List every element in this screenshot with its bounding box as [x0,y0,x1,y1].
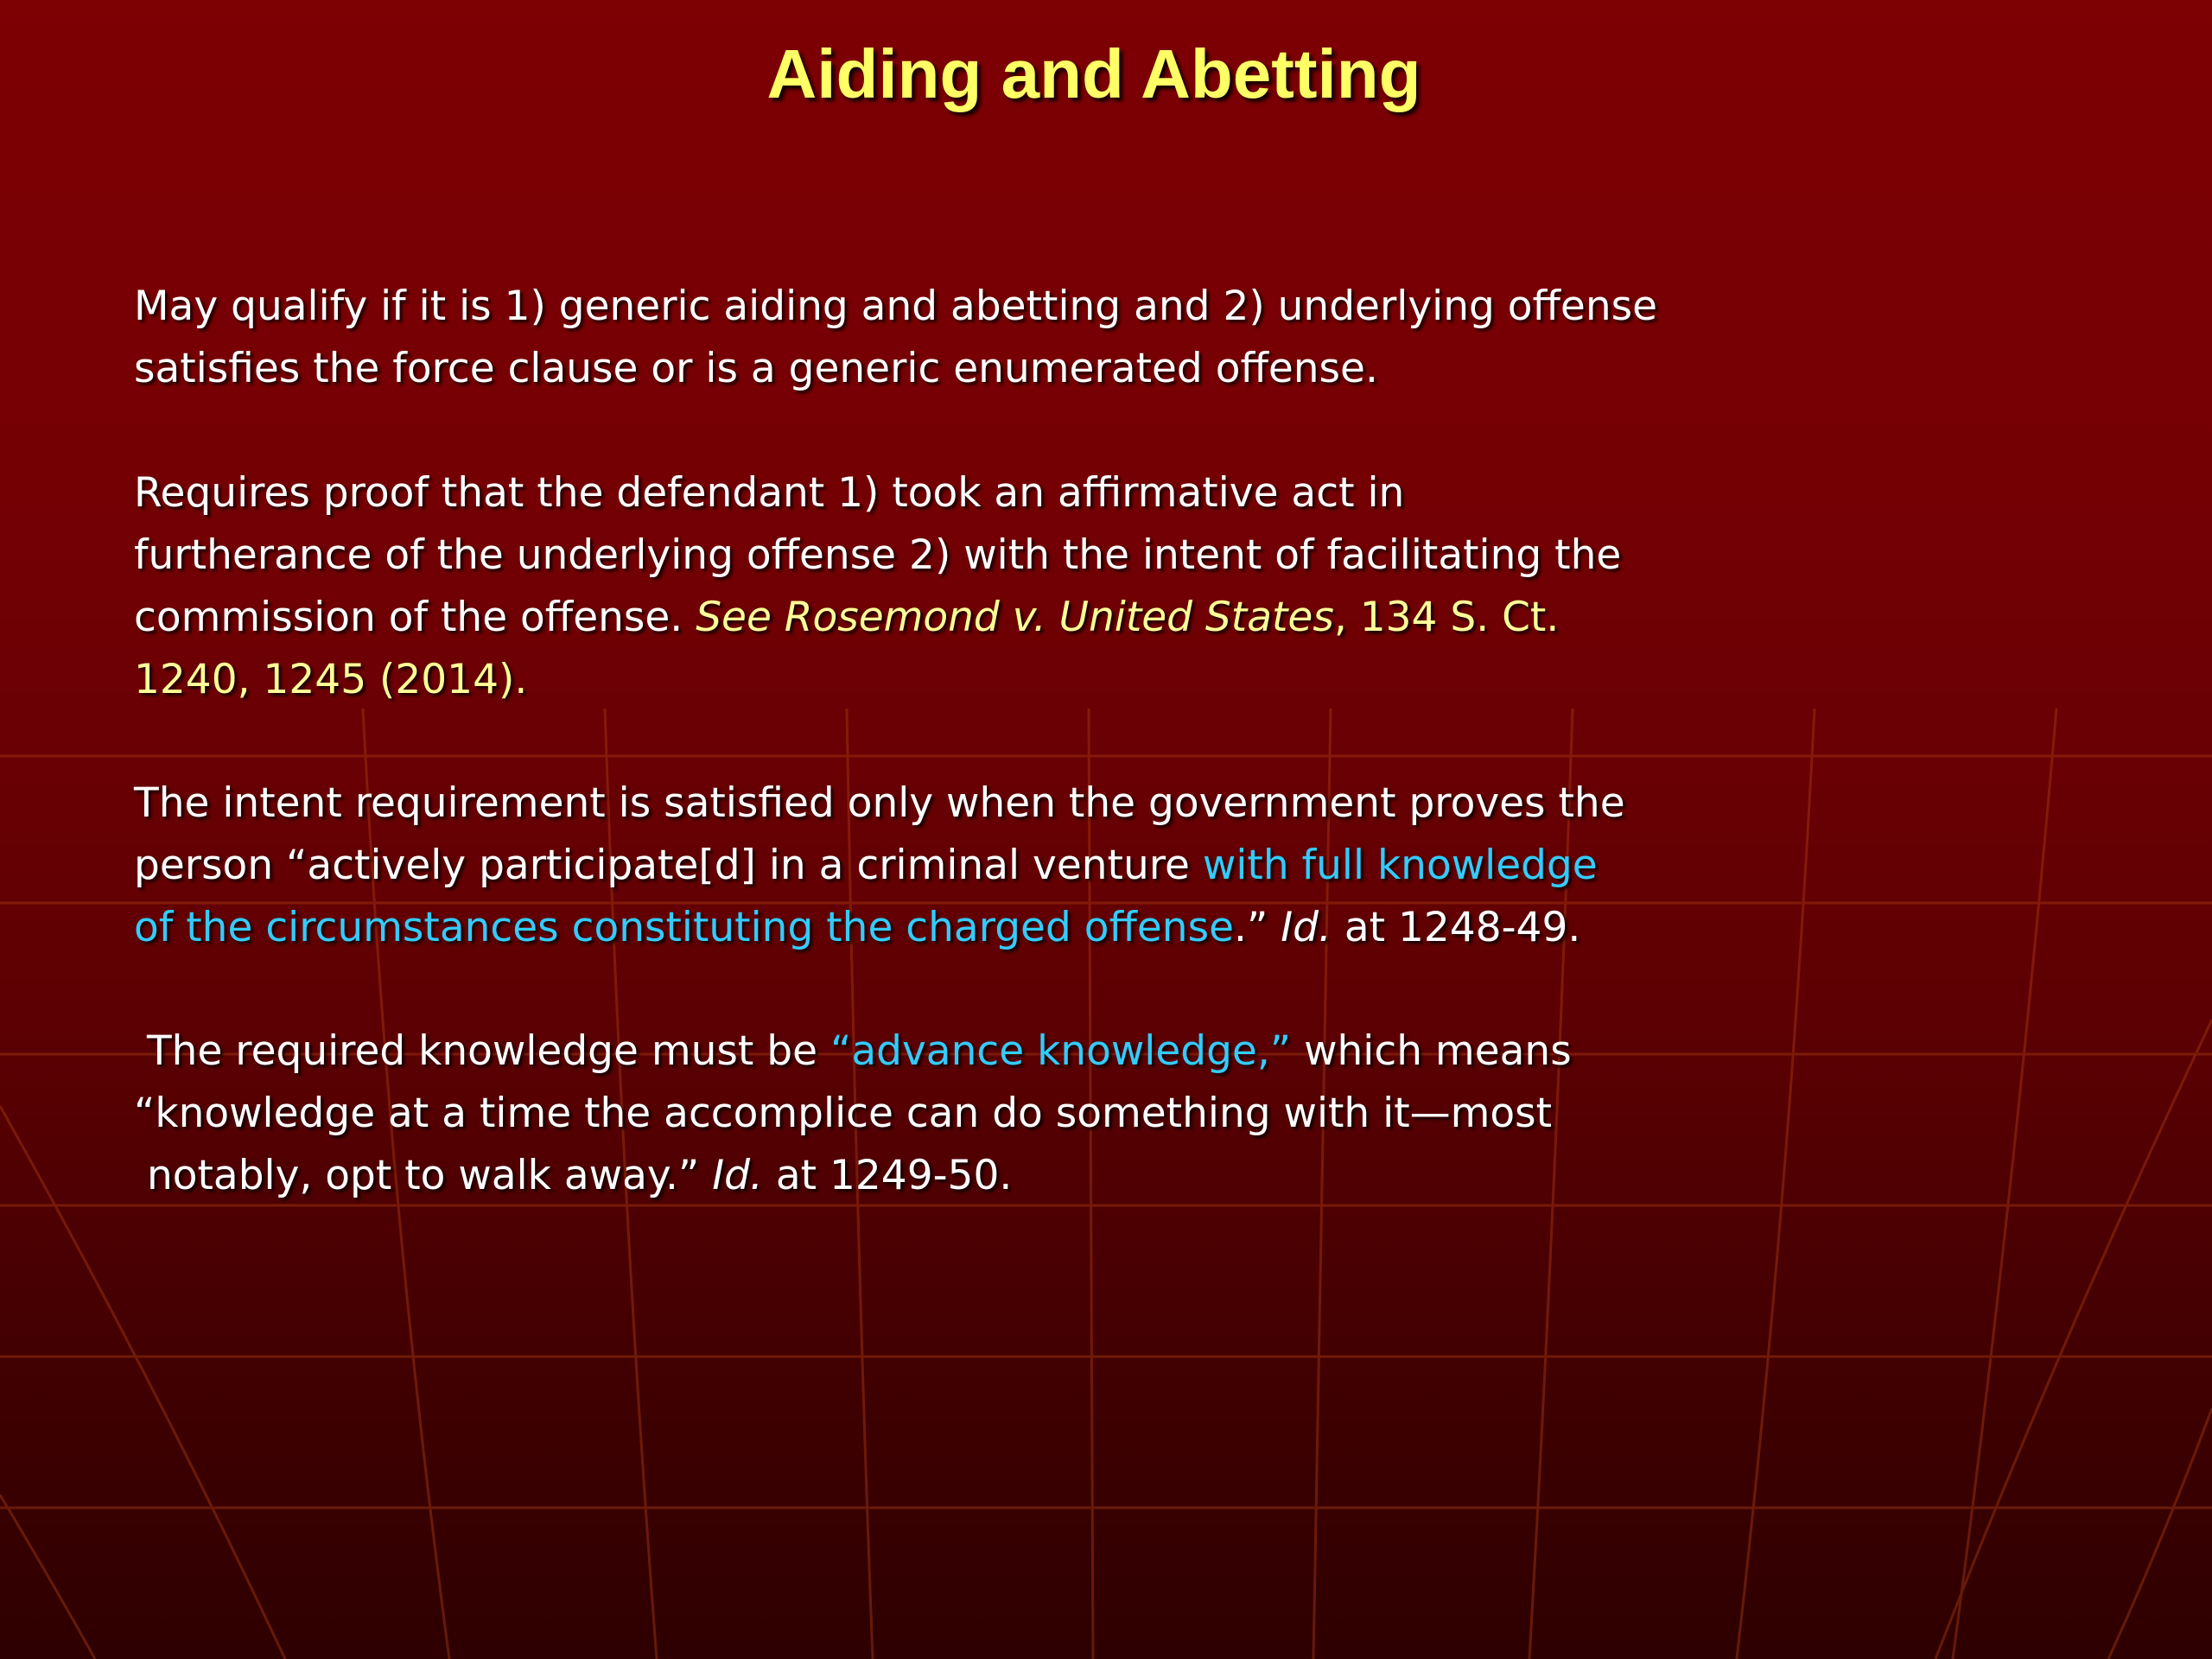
text-segment: commission of the offense. [134,594,696,641]
id-citation: Id. [1281,904,1332,951]
text-line [134,835,1776,897]
text-line: The intent requirement is satisfied only when the government proves the [134,779,1625,827]
case-citation-pages: 1240, 1245 (2014). [134,656,528,703]
highlighted-quote: with full knowledge [1202,842,1598,889]
text-segment: .” [1234,904,1281,951]
id-citation: Id. [712,1152,763,1199]
longitude-line [2108,1408,2212,1659]
text-line: furtherance of the underlying offense 2) with the intent of facilitating the [134,531,1622,579]
paragraph-proof-requirements [134,462,1776,711]
paragraph-qualification [134,276,1776,400]
case-citation-reporter: , 134 S. Ct. [1333,594,1560,641]
highlighted-quote: of the circumstances constituting the charged offense [134,904,1234,951]
text-segment: notably, opt to walk away.” [134,1152,713,1199]
paragraph-intent-requirement [134,772,1776,959]
citation-pages: at 1249-50. [762,1152,1013,1199]
longitude-line [0,1495,95,1659]
text-line: “knowledge at a time the accomplice can do something with it—most [134,1090,1553,1137]
highlighted-term: “advance knowledge,” [830,1027,1292,1075]
text-line [134,1020,1776,1083]
case-citation-name: See Rosemond v. United States [696,594,1334,641]
text-segment: The required knowledge must be [134,1027,830,1075]
text-line: May qualify if it is 1) generic aiding and abetting and 2) underlying offense [134,283,1658,330]
text-line: Requires proof that the defendant 1) took an affirmative act in [134,469,1405,517]
citation-pages: at 1248-49. [1331,904,1581,951]
text-line [134,587,1776,649]
text-line [134,1145,1776,1207]
text-line: satisfies the force clause or is a generic enumerated offense. [134,345,1378,392]
slide-title: Aiding and Abetting [766,35,1421,112]
paragraph-advance-knowledge [134,1020,1776,1207]
text-segment: which means [1291,1027,1572,1075]
longitude-line [1953,709,2056,1659]
longitude-line [1936,1020,2212,1659]
text-line [134,897,1776,959]
text-segment: person “actively participate[d] in a criminal venture [134,842,1203,889]
